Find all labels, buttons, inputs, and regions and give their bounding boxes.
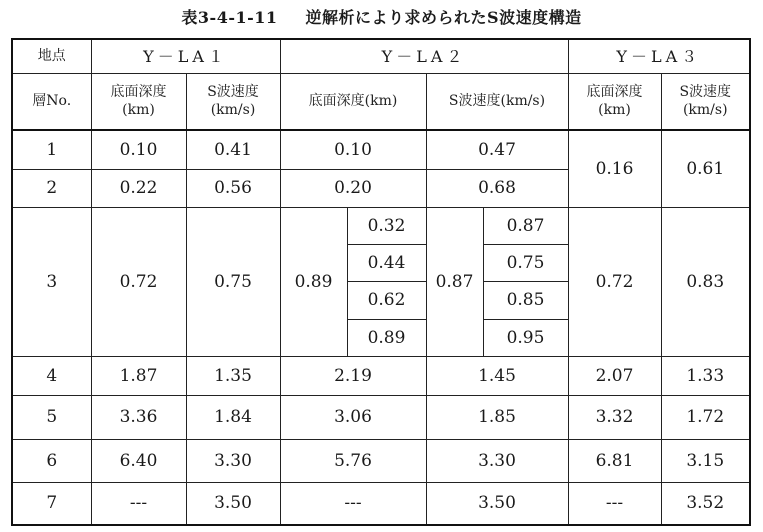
la3-vs-cell: 1.33 [661,356,750,396]
depth-unit: (km) [122,101,155,118]
la2-vs-sub-cell: 0.95 [483,320,568,357]
la2-depth-cell: 0.10 [280,130,426,169]
la1-depth-header [91,74,186,131]
site-header-la3: Y－LA３ [568,39,750,74]
la1-vs-cell: 1.35 [186,356,280,396]
la3-depth-cell: 2.07 [568,356,661,396]
la3-vs-cell: 1.72 [661,396,750,440]
la2-depth-cell: --- [280,482,426,525]
la2-depth-header: 底面深度(km) [280,74,426,131]
la2-depth-cell: 3.06 [280,396,426,440]
depth-unit: (km) [598,101,631,118]
la1-depth-cell: 3.36 [91,396,186,440]
la2-vs-sub-cell: 0.85 [483,282,568,320]
la1-depth-cell: --- [91,482,186,525]
table-row [12,396,750,440]
table-row [12,356,750,396]
site-header-la2: Y－LA２ [280,39,568,74]
table-number: 表3-4-1-11 [181,8,278,27]
la1-vs-cell: 3.50 [186,482,280,525]
la1-vs-cell: 3.30 [186,440,280,483]
la3-depth-cell: 6.81 [568,440,661,483]
la3-vs-cell: 0.61 [661,130,750,207]
layer-number: 2 [12,169,91,208]
la2-depth-cell: 2.19 [280,356,426,396]
depth-label: 底面深度 [110,84,167,101]
table-title: 逆解析により求められたS波速度構造 [305,8,582,27]
la1-vs-cell: 0.75 [186,208,280,356]
site-header-la1: Y－LA１ [91,39,280,74]
vs-unit: (km/s) [682,101,728,118]
vs-label: S波速度 [679,84,732,101]
la2-depth-sub-cell: 0.62 [347,282,426,320]
vs-unit: (km/s) [210,101,256,118]
la2-vs-sub-cell: 0.87 [483,208,568,245]
table-row [12,130,750,169]
la1-depth-cell: 0.22 [91,169,186,208]
table-row [12,482,750,525]
la1-vs-header [186,74,280,131]
table-row [12,440,750,483]
vs-label: S波速度 [207,84,259,101]
depth-label: 底面深度 [586,84,643,101]
la3-vs-cell: 3.15 [661,440,750,483]
la2-vs-cell: 1.45 [426,356,568,396]
la1-vs-cell: 0.41 [186,130,280,169]
layer-number: 5 [12,396,91,440]
la2-depth-sub-cell: 0.32 [347,208,426,245]
la1-vs-cell: 0.56 [186,169,280,208]
la2-depth-cell: 0.20 [280,169,426,208]
la3-depth-cell: 3.32 [568,396,661,440]
la2-depth-sub-cell: 0.44 [347,244,426,282]
la1-depth-cell: 6.40 [91,440,186,483]
la2-depth-cell: 5.76 [280,440,426,483]
la3-depth-header [568,74,661,131]
la3-depth-cell: --- [568,482,661,525]
la2-vs-cell: 3.50 [426,482,568,525]
la2-vs-cell: 1.85 [426,396,568,440]
la2-depth-sub-cell: 0.89 [347,320,426,357]
layer-number: 4 [12,356,91,396]
la3-vs-cell: 0.83 [661,208,750,356]
la3-depth-cell: 0.16 [568,130,661,207]
layer-number: 3 [12,208,91,356]
la2-vs-header: S波速度(km/s) [426,74,568,131]
la3-vs-header [661,74,750,131]
la1-depth-cell: 0.72 [91,208,186,356]
layer-header-label: 層No. [12,74,91,131]
la1-depth-cell: 1.87 [91,356,186,396]
layer-number: 7 [12,482,91,525]
table-row [12,208,750,245]
layer-number: 6 [12,440,91,483]
la3-depth-cell: 0.72 [568,208,661,356]
la2-vs-cell: 0.68 [426,169,568,208]
la2-vs-sub-cell: 0.75 [483,244,568,282]
s-wave-velocity-table [11,38,751,526]
la2-vs-cell: 0.87 [426,208,483,356]
la2-vs-cell: 0.47 [426,130,568,169]
la2-depth-cell: 0.89 [280,208,347,356]
table-caption [0,5,763,28]
layer-number: 1 [12,130,91,169]
la1-vs-cell: 1.84 [186,396,280,440]
la3-vs-cell: 3.52 [661,482,750,525]
la1-depth-cell: 0.10 [91,130,186,169]
site-header-label: 地点 [12,39,91,74]
la2-vs-cell: 3.30 [426,440,568,483]
